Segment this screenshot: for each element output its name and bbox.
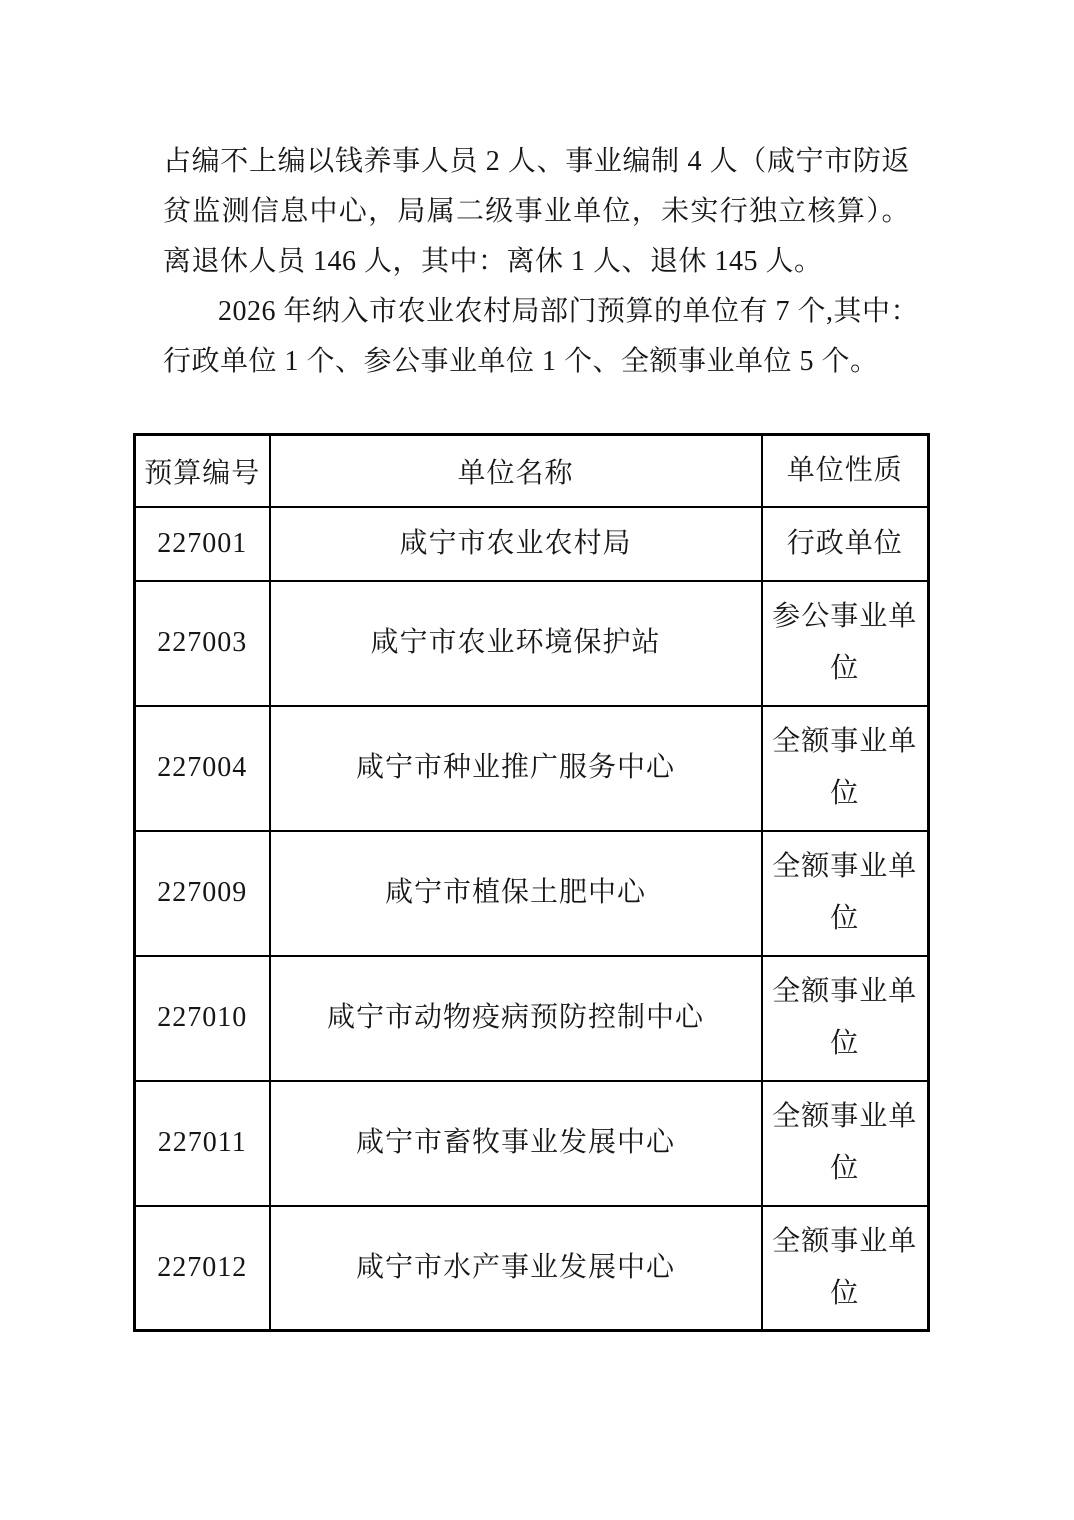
unit-type-cell: 全额事业单位 <box>762 831 929 956</box>
unit-name-cell: 咸宁市动物疫病预防控制中心 <box>270 956 762 1081</box>
unit-type-cell: 全额事业单位 <box>762 956 929 1081</box>
unit-type-cell: 全额事业单位 <box>762 1081 929 1206</box>
budget-code-cell: 227012 <box>135 1206 270 1331</box>
unit-type-cell: 行政单位 <box>762 507 929 581</box>
text-line: 行政单位 1 个、参公事业单位 1 个、全额事业单位 5 个。 <box>163 346 879 377</box>
budget-code-cell: 227009 <box>135 831 270 956</box>
text-line: 占编不上编以钱养事人员 2 人、事业编制 4 人（咸宁市防返 <box>163 146 910 177</box>
unit-type-cell: 参公事业单位 <box>762 581 929 706</box>
body-text <box>163 137 920 387</box>
table-row <box>135 581 929 706</box>
col-header-budget-code: 预算编号 <box>135 435 270 507</box>
budget-code-cell: 227004 <box>135 706 270 831</box>
unit-name-cell: 咸宁市农业农村局 <box>270 507 762 581</box>
col-header-unit-type: 单位性质 <box>762 435 929 507</box>
text-line: 2026 年纳入市农业农村局部门预算的单位有 7 个,其中： <box>218 296 920 327</box>
unit-name-cell: 咸宁市农业环境保护站 <box>270 581 762 706</box>
unit-name-cell: 咸宁市种业推广服务中心 <box>270 706 762 831</box>
unit-type-cell: 全额事业单位 <box>762 706 929 831</box>
unit-name-cell: 咸宁市水产事业发展中心 <box>270 1206 762 1331</box>
unit-type-cell: 全额事业单位 <box>762 1206 929 1331</box>
budget-code-cell: 227001 <box>135 507 270 581</box>
table-row <box>135 507 929 581</box>
unit-name-cell: 咸宁市畜牧事业发展中心 <box>270 1081 762 1206</box>
table-header-row <box>135 435 929 507</box>
unit-name-cell: 咸宁市植保土肥中心 <box>270 831 762 956</box>
budget-units-table <box>133 433 930 1332</box>
col-header-unit-name: 单位名称 <box>270 435 762 507</box>
table-row <box>135 1081 929 1206</box>
budget-code-cell: 227003 <box>135 581 270 706</box>
table-row <box>135 831 929 956</box>
budget-code-cell: 227010 <box>135 956 270 1081</box>
table-row <box>135 1206 929 1331</box>
text-line: 离退休人员 146 人，其中：离休 1 人、退休 145 人。 <box>163 246 823 277</box>
table-row <box>135 956 929 1081</box>
text-line: 贫监测信息中心，局属二级事业单位，未实行独立核算）。 <box>163 196 910 227</box>
table-row <box>135 706 929 831</box>
budget-code-cell: 227011 <box>135 1081 270 1206</box>
